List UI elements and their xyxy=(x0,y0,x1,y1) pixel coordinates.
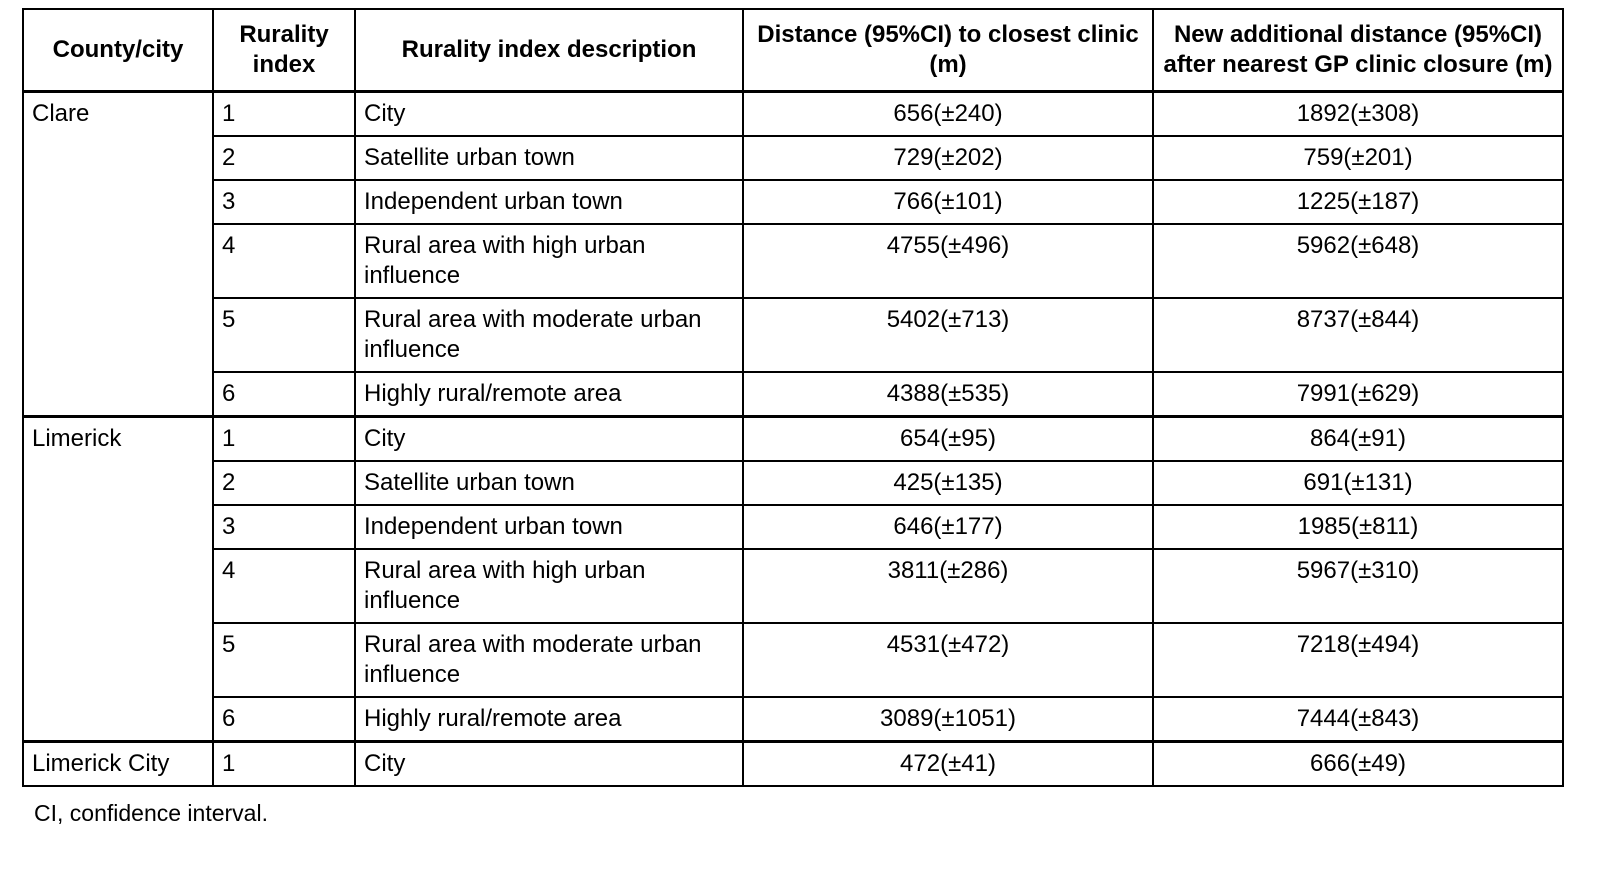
table-row xyxy=(23,417,1563,462)
column-header-rurality-index-description: Rurality index description xyxy=(355,9,743,92)
table-row xyxy=(23,180,1563,224)
rurality-description-cell: Independent urban town xyxy=(355,505,743,549)
rurality-description-cell: Satellite urban town xyxy=(355,461,743,505)
rurality-description-cell: Highly rural/remote area xyxy=(355,697,743,742)
rurality-description-cell: Rural area with high urban influence xyxy=(355,549,743,623)
table-row xyxy=(23,136,1563,180)
new-distance-cell: 759(±201) xyxy=(1153,136,1563,180)
table-header xyxy=(23,9,1563,92)
distance-cell: 3811(±286) xyxy=(743,549,1153,623)
rurality-description-cell: Rural area with moderate urban influence xyxy=(355,623,743,697)
rurality-index-cell: 4 xyxy=(213,549,355,623)
county-cell-limerick-city: Limerick City xyxy=(23,742,213,787)
new-distance-cell: 1225(±187) xyxy=(1153,180,1563,224)
county-cell-clare: Clare xyxy=(23,92,213,417)
rurality-description-cell: Rural area with high urban influence xyxy=(355,224,743,298)
rurality-index-cell: 6 xyxy=(213,372,355,417)
table-row xyxy=(23,742,1563,787)
rurality-index-cell: 1 xyxy=(213,417,355,462)
new-distance-cell: 7444(±843) xyxy=(1153,697,1563,742)
distance-cell: 4388(±535) xyxy=(743,372,1153,417)
rurality-index-cell: 4 xyxy=(213,224,355,298)
table-row xyxy=(23,372,1563,417)
rurality-index-cell: 2 xyxy=(213,461,355,505)
column-header-county: County/city xyxy=(23,9,213,92)
rurality-distance-table xyxy=(22,8,1564,787)
new-distance-cell: 1985(±811) xyxy=(1153,505,1563,549)
new-distance-cell: 864(±91) xyxy=(1153,417,1563,462)
distance-cell: 654(±95) xyxy=(743,417,1153,462)
rurality-index-cell: 1 xyxy=(213,92,355,137)
table-row xyxy=(23,224,1563,298)
new-distance-cell: 5967(±310) xyxy=(1153,549,1563,623)
new-distance-cell: 666(±49) xyxy=(1153,742,1563,787)
distance-cell: 656(±240) xyxy=(743,92,1153,137)
distance-cell: 4531(±472) xyxy=(743,623,1153,697)
column-header-new-additional-distance: New additional distance (95%CI) after nearest GP clinic closure (m) xyxy=(1153,9,1563,92)
new-distance-cell: 5962(±648) xyxy=(1153,224,1563,298)
distance-cell: 4755(±496) xyxy=(743,224,1153,298)
rurality-index-cell: 6 xyxy=(213,697,355,742)
distance-cell: 729(±202) xyxy=(743,136,1153,180)
table-row xyxy=(23,298,1563,372)
county-cell-limerick: Limerick xyxy=(23,417,213,742)
new-distance-cell: 7991(±629) xyxy=(1153,372,1563,417)
table-footnote: CI, confidence interval. xyxy=(34,800,268,826)
column-header-rurality-index: Rurality index xyxy=(213,9,355,92)
table-row xyxy=(23,697,1563,742)
table-row xyxy=(23,549,1563,623)
table-row xyxy=(23,92,1563,137)
table-row xyxy=(23,623,1563,697)
new-distance-cell: 7218(±494) xyxy=(1153,623,1563,697)
rurality-description-cell: Satellite urban town xyxy=(355,136,743,180)
new-distance-cell: 8737(±844) xyxy=(1153,298,1563,372)
rurality-description-cell: City xyxy=(355,92,743,137)
rurality-index-cell: 5 xyxy=(213,623,355,697)
distance-cell: 425(±135) xyxy=(743,461,1153,505)
rurality-description-cell: City xyxy=(355,742,743,787)
rurality-description-cell: Independent urban town xyxy=(355,180,743,224)
rurality-description-cell: City xyxy=(355,417,743,462)
table-row xyxy=(23,461,1563,505)
new-distance-cell: 691(±131) xyxy=(1153,461,1563,505)
column-header-distance-closest-clinic: Distance (95%CI) to closest clinic (m) xyxy=(743,9,1153,92)
rurality-index-cell: 3 xyxy=(213,505,355,549)
table-body xyxy=(23,92,1563,787)
rurality-index-cell: 5 xyxy=(213,298,355,372)
rurality-index-cell: 3 xyxy=(213,180,355,224)
table-row xyxy=(23,505,1563,549)
rurality-description-cell: Rural area with moderate urban influence xyxy=(355,298,743,372)
table-header-row xyxy=(23,9,1563,92)
rurality-description-cell: Highly rural/remote area xyxy=(355,372,743,417)
distance-cell: 5402(±713) xyxy=(743,298,1153,372)
new-distance-cell: 1892(±308) xyxy=(1153,92,1563,137)
distance-cell: 646(±177) xyxy=(743,505,1153,549)
distance-cell: 3089(±1051) xyxy=(743,697,1153,742)
distance-cell: 766(±101) xyxy=(743,180,1153,224)
rurality-index-cell: 1 xyxy=(213,742,355,787)
distance-cell: 472(±41) xyxy=(743,742,1153,787)
rurality-index-cell: 2 xyxy=(213,136,355,180)
